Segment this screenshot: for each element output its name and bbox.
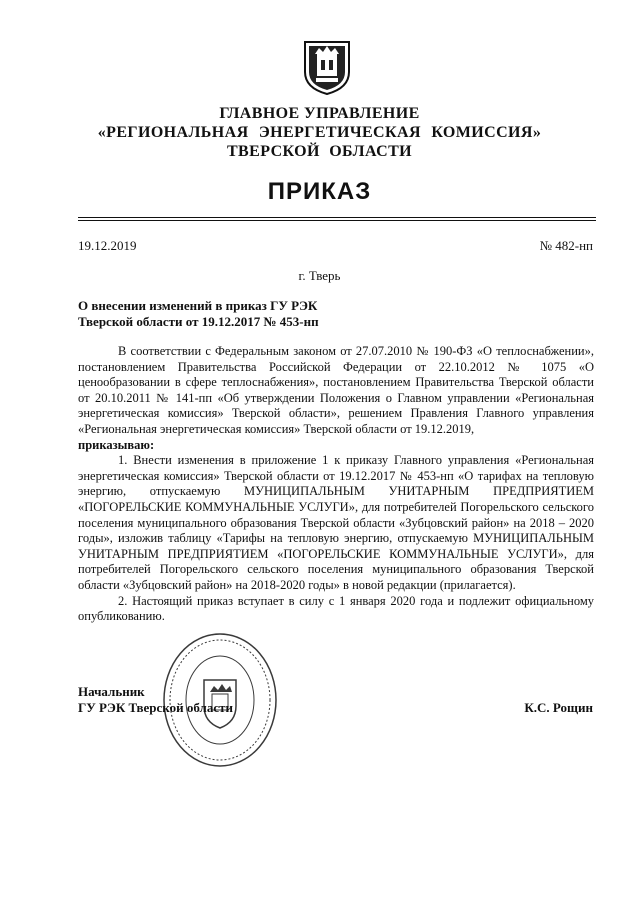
order-date: 19.12.2019 — [78, 238, 137, 253]
org-name-line1: ГЛАВНОЕ УПРАВЛЕНИЕ — [219, 105, 420, 122]
signatory-position-line1: Начальник — [78, 684, 145, 699]
header-divider — [78, 217, 596, 218]
order-word: приказываю: — [78, 437, 155, 452]
order-city: г. Тверь — [298, 268, 341, 283]
order-body — [78, 344, 594, 625]
signatory-position — [78, 684, 233, 716]
org-name-line3: ТВЕРСКОЙ ОБЛАСТИ — [226, 143, 412, 160]
order-subject — [78, 298, 348, 330]
signatory-position-line2: ГУ РЭК Тверской области — [78, 700, 233, 715]
header-divider-double — [78, 220, 596, 221]
subject-line2: Тверской области от 19.12.2017 № 453-нп — [78, 314, 319, 329]
order-number: № 482-нп — [539, 238, 593, 253]
document-title: ПРИКАЗ — [267, 178, 372, 205]
order-item-2: 2. Настоящий приказ вступает в силу с 1 января 2020 года и подлежит официальному опубликованию. — [78, 593, 594, 624]
org-name-line2: «РЕГИОНАЛЬНАЯ ЭНЕРГЕТИЧЕСКАЯ КОМИССИЯ» — [97, 124, 542, 141]
subject-line1: О внесении изменений в приказ ГУ РЭК — [78, 298, 318, 313]
order-item-1: 1. Внести изменения в приложение 1 к приказу Главного управления «Региональная энергетическая комиссия» Тверской области от 19.12.2017 № 453-нп «О тарифах на тепловую энергию, отпускаемую МУНИЦИПАЛЬНЫМ УНИТАРНЫМ ПРЕДПРИЯТИЕМ «ПОГОРЕЛЬСКИЕ КОММУНАЛЬНЫЕ УСЛУГИ», для потребителей Погорельского сельского поселения муниципального образования Тверской области «Зубцовский район» на 2018 – 2020 годы», изложив таблицу «Тарифы на тепловую энергию, отпускаемую МУНИЦИПАЛЬНЫМ УНИТАРНЫМ ПРЕДПРИЯТИЕМ «ПОГОРЕЛЬСКИЕ КОММУНАЛЬНЫЕ УСЛУГИ», для потребителей Погорельского сельского поселения муниципального образования Тверской области «Зубцовский район» на 2018-2020 годы» в новой редакции (прилагается). — [78, 453, 594, 592]
signatory-name: К.С. Рощин — [524, 700, 593, 715]
preamble-paragraph: В соответствии с Федеральным законом от 27.07.2010 № 190-ФЗ «О теплоснабжении», постановлением Правительства Российской Федерации от 22.10.2012 № 1075 «О ценообразовании в сфере теплоснабжения», постановлением Правительства Тверской области от 20.10.2011 № 141-пп «Об утверждении Положения о Главном управлении «Региональная энергетическая комиссия» Тверской области», решением Правления Главного управления «Региональная энергетическая комиссия» Тверской области от 19.12.2019, — [78, 344, 594, 436]
tver-coat-of-arms-icon — [302, 36, 352, 96]
